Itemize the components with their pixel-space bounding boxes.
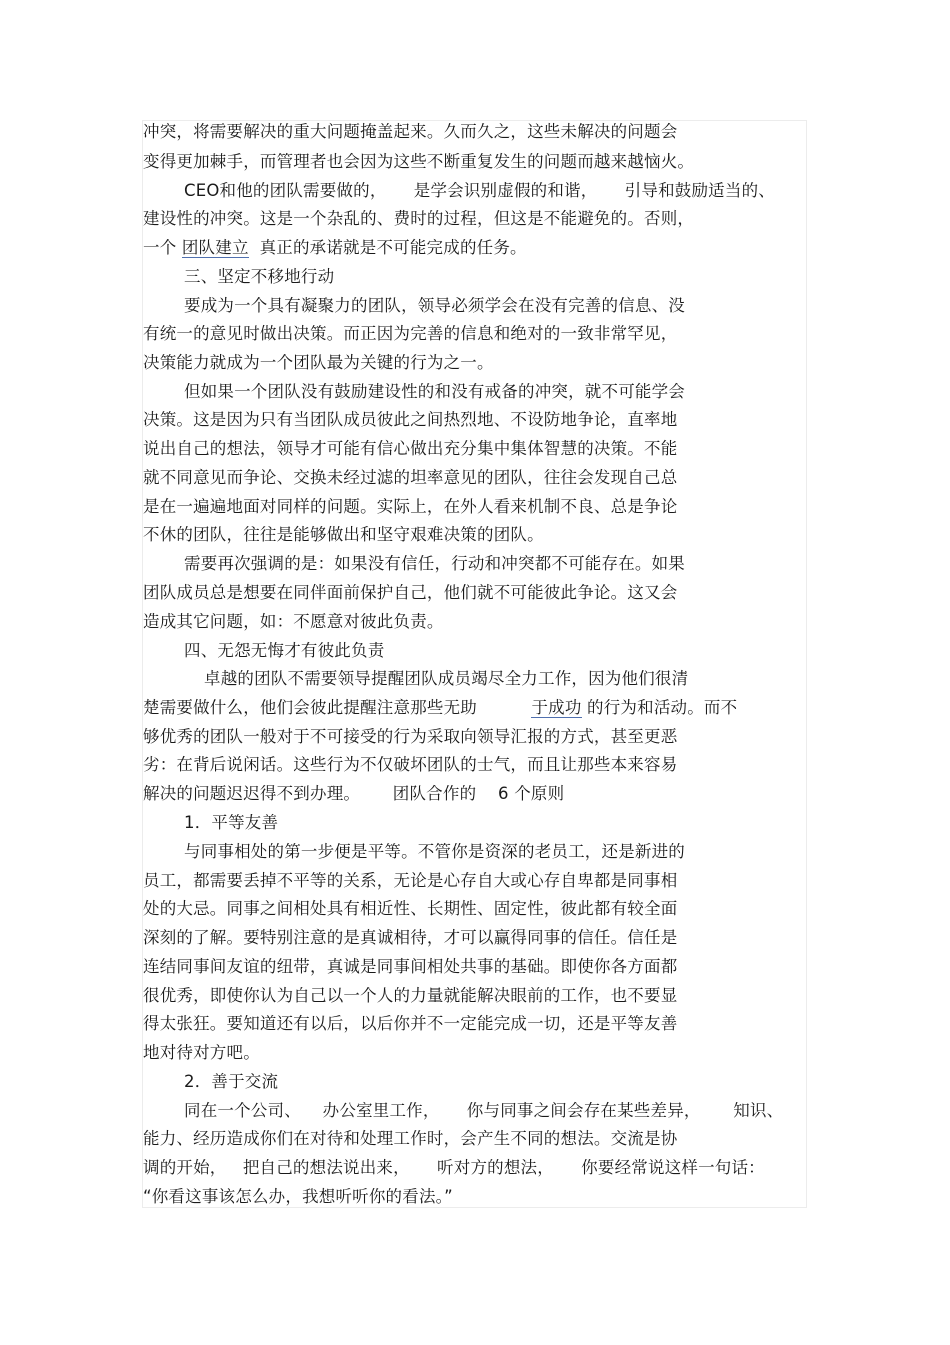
team-building-link[interactable]: 团队建立: [181, 238, 249, 257]
text-line: 深刻的了解。要特别注意的是真诚相待，才可以赢得同事的信任。信任是: [143, 928, 678, 947]
text-line: 与同事相处的第一步便是平等。不管你是资深的老员工，还是新进的: [184, 842, 685, 861]
text-line: [143, 237, 527, 259]
text-line: 得太张狂。要知道还有以后，以后你并不一定能完成一切，还是平等友善: [143, 1014, 678, 1033]
text-line: 建设性的冲突。这是一个杂乱的、费时的过程，但这是不能避免的。否则，: [143, 209, 695, 228]
text-span: 真正的承诺就是不可能完成的任务。: [259, 238, 527, 257]
text-line: 够优秀的团队一般对于不可接受的行为采取向领导汇报的方式，甚至更恶: [143, 727, 678, 746]
text-line: 同在一个公司、 办公室里工作， 你与同事之间会存在某些差异， 知识、: [184, 1101, 784, 1120]
text-line: 冲突，将需要解决的重大问题掩盖起来。久而久之，这些未解决的问题会: [143, 122, 678, 141]
text-line: 但如果一个团队没有鼓励建设性的和没有戒备的冲突，就不可能学会: [184, 382, 685, 401]
text-line: 团队成员总是想要在同伴面前保护自己，他们就不可能彼此争论。这又会: [143, 583, 678, 602]
text-span: 楚需要做什么，他们会彼此提醒注意那些无助: [143, 698, 477, 717]
text-line: 决策。这是因为只有当团队成员彼此之间热烈地、不设防地争论，直率地: [143, 410, 678, 429]
text-line: 就不同意见而争论、交换未经过滤的坦率意见的团队，往往会发现自己总: [143, 468, 678, 487]
text-line: 有统一的意见时做出决策。而正因为完善的信息和绝对的一致非常罕见，: [143, 324, 678, 343]
text-line: 决策能力就成为一个团队最为关键的行为之一。: [143, 353, 494, 372]
quote-line: “你看这事该怎么办，我想听听你的看法。”: [143, 1187, 453, 1206]
text-line: 连结同事间友谊的纽带，真诚是同事间相处共事的基础。即使你各方面都: [143, 957, 678, 976]
text-line: 卓越的团队不需要领导提醒团队成员竭尽全力工作，因为他们很清: [204, 669, 689, 688]
text-line: 是在一遍遍地面对同样的问题。实际上，在外人看来机制不良、总是争论: [143, 497, 678, 516]
text-line: 调的开始， 把自己的想法说出来， 听对方的想法， 你要经常说这样一句话：: [143, 1158, 765, 1177]
text-line: 地对待对方吧。: [143, 1043, 260, 1062]
section-heading: 三、坚定不移地行动: [184, 267, 335, 286]
text-line: 不休的团队，往往是能够做出和坚守艰难决策的团队。: [143, 525, 544, 544]
text-line: 变得更加棘手，而管理者也会因为这些不断重复发生的问题而越来越恼火。: [143, 152, 695, 171]
subsection-heading: 1．平等友善: [184, 813, 279, 832]
text-line: 解决的问题迟迟得不到办理。 团队合作的 6 个原则: [143, 784, 565, 803]
text-line: 要成为一个具有凝聚力的团队，领导必须学会在没有完善的信息、没: [184, 296, 685, 315]
section-heading: 四、无怨无悔才有彼此负责: [184, 641, 385, 660]
success-link[interactable]: 于成功: [531, 698, 582, 717]
text-line: 很优秀，即使你认为自己以一个人的力量就能解决眼前的工作，也不要显: [143, 986, 678, 1005]
text-line: 造成其它问题，如：不愿意对彼此负责。: [143, 612, 444, 631]
text-line: 员工，都需要丢掉不平等的关系，无论是心存自大或心存自卑都是同事相: [143, 871, 678, 890]
text-line: 能力、经历造成你们在对待和处理工作时，会产生不同的想法。交流是协: [143, 1129, 678, 1148]
text-span: 一个: [143, 238, 177, 257]
text-span: 的行为和活动。而不: [587, 698, 738, 717]
text-line: 处的大忌。同事之间相处具有相近性、长期性、固定性，彼此都有较全面: [143, 899, 678, 918]
text-line: 劣：在背后说闲话。这些行为不仅破坏团队的士气，而且让那些本来容易: [143, 755, 678, 774]
text-line: 需要再次强调的是：如果没有信任，行动和冲突都不可能存在。如果: [184, 554, 685, 573]
subsection-heading: 2．善于交流: [184, 1072, 279, 1091]
text-line: 说出自己的想法，领导才可能有信心做出充分集中集体智慧的决策。不能: [143, 439, 678, 458]
text-line: [143, 697, 737, 719]
text-line: CEO和他的团队需要做的， 是学会识别虚假的和谐， 引导和鼓励适当的、: [184, 181, 775, 200]
